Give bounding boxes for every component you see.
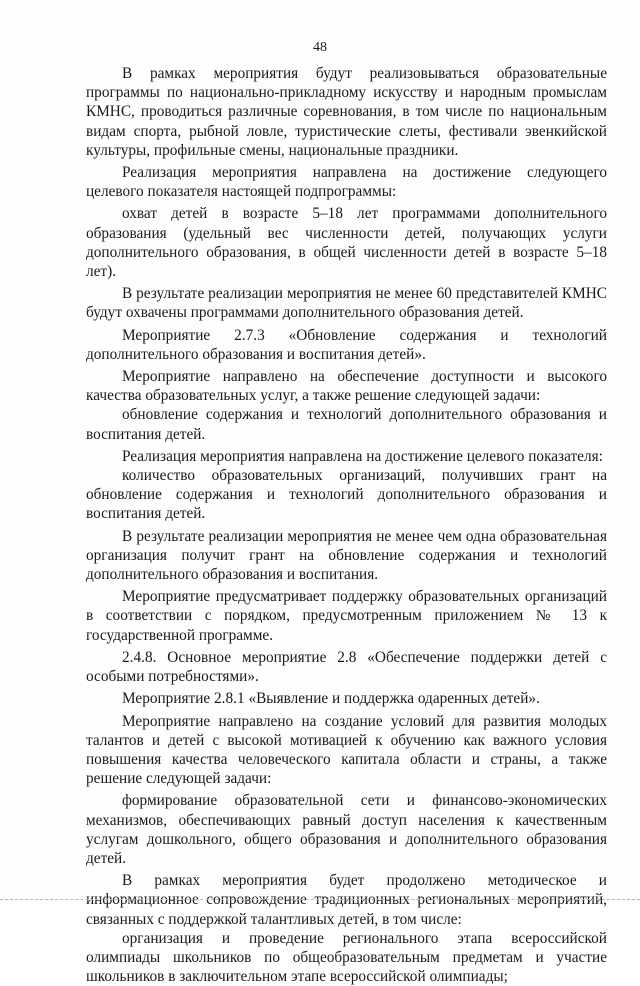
paragraph: В результате реализации мероприятия не менее чем одна образовательная организация получит грант на обновление содержания и технологий дополнительного образования и воспитания. — [86, 527, 607, 584]
paragraph: организация и проведение регионального этапа всероссийской олимпиады школьников по общеобразовательным предметам и участие школьников в заключительном этапе всероссийской олимпиады; — [86, 929, 607, 986]
paragraph: Мероприятие направлено на обеспечение доступности и высокого качества образовательных услуг, а также решение следующей задачи: — [86, 368, 607, 405]
paragraph: количество образовательных организаций, получивших грант на обновление содержания и технологий дополнительного образования и воспитания детей. — [86, 467, 607, 523]
page-bottom-edge — [0, 899, 640, 900]
paragraph: Мероприятие направлено на создание условий для развития молодых талантов и детей с высокой мотивацией к обучению как важного условия повышения качества человеческого капитала области и страны, а также решение следующей задачи: — [86, 712, 607, 788]
paragraph: охват детей в возрасте 5–18 лет программами дополнительного образования (удельный вес численности детей, получающих услуги дополнительного образования, в общей численности детей в возрасте 5–18 лет). — [86, 205, 607, 281]
paragraph: Реализация мероприятия направлена на достижение следующего целевого показателя настоящей подпрограммы: — [86, 164, 607, 201]
paragraph: 2.4.8. Основное мероприятие 2.8 «Обеспечение поддержки детей с особыми потребностями». — [86, 648, 607, 686]
paragraph: Мероприятие 2.7.3 «Обновление содержания и технологий дополнительного образования и воспитания детей». — [86, 326, 607, 363]
paragraph: Мероприятие предусматривает поддержку образовательных организаций в соответствии с порядком, предусмотренным приложением № 13 к государственной программе. — [86, 588, 607, 644]
paragraph: обновление содержания и технологий дополнительного образования и воспитания детей. — [86, 406, 607, 443]
paragraph: В результате реализации мероприятия не менее 60 представителей КМНС будут охвачены программами дополнительного образования детей. — [86, 285, 607, 322]
paragraph: В рамках мероприятия будут реализовываться образовательные программы по национально-прикладному искусству и народным промыслам КМНС, проводиться различные соревнования, в том числе по национальным видам спорта, рыбной ловле, туристические слеты, фестивали эвенкийской культуры, профильные смены, национальные праздники. — [86, 65, 607, 159]
paragraph: формирование образовательной сети и финансово-экономических механизмов, обеспечивающих равный доступ населения к качественным услугам дошкольного, общего образования и дополнительного образования детей. — [86, 792, 607, 867]
page-number: 48 — [313, 40, 327, 55]
paragraph: В рамках мероприятия будет продолжено методическое и информационное сопровождение традиционных региональных мероприятий, связанных с поддержкой талантливых детей, в том числе: — [86, 872, 607, 928]
page-body — [86, 64, 607, 986]
paragraph: Мероприятие 2.8.1 «Выявление и поддержка одаренных детей». — [122, 690, 540, 708]
paragraph: Реализация мероприятия направлена на достижение целевого показателя: — [122, 447, 603, 465]
